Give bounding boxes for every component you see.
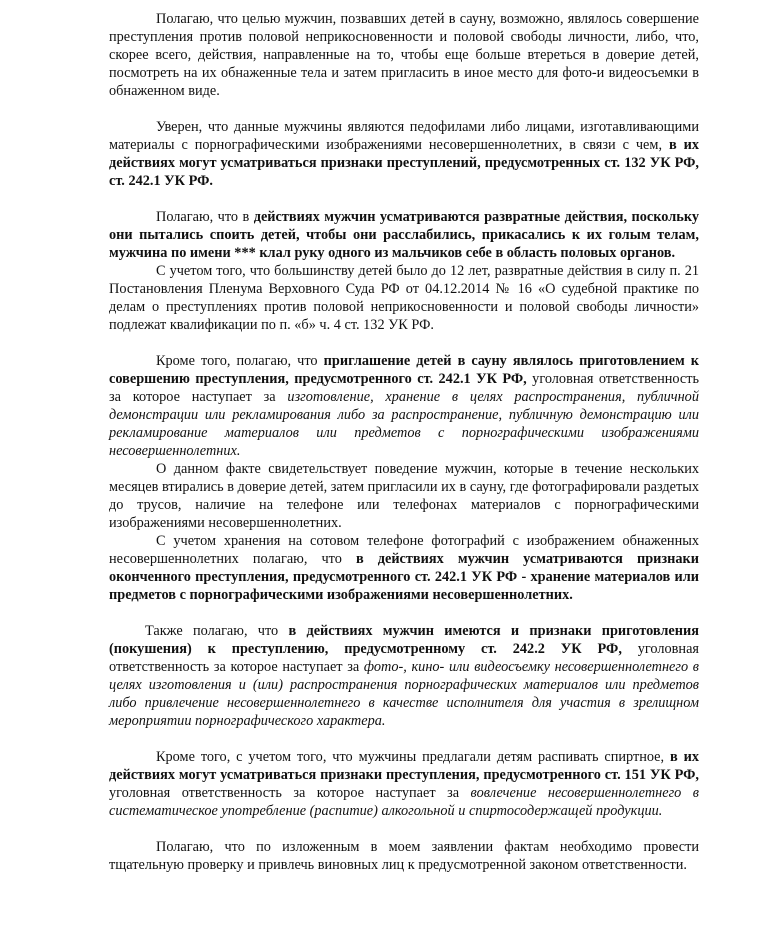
- paragraph-5: Кроме того, полагаю, что приглашение детей в сауну являлось приготовлением к совершению преступления, предусмотренного ст. 242.1 УК РФ, уголовная ответственность за которое наступает за изготовление, хранение в целях распространения, публичной демонстрации или рекламирования либо за распространение, публичную демонстрацию или рекламирование материалов или предметов с порнографическими изображениями несовершеннолетних.: [109, 353, 699, 459]
- paragraph-1: Полагаю, что целью мужчин, позвавших детей в сауну, возможно, являлось совершение преступления против половой неприкосновенности и половой свободы личности, либо, что, скорее всего, действия, направленные на то, чтобы еще больше втереться в доверие детей, посмотреть на их обнаженные тела и затем пригласить в иное место для фото-и видеосъемки в обнаженном виде.: [109, 11, 699, 99]
- paragraph-7: С учетом хранения на сотовом телефоне фотографий с изображением обнаженных несовершеннолетних полагаю, что в действиях мужчин усматриваются признаки оконченного преступления, предусмотренного ст. 242.1 УК РФ - хранение материалов или предметов с порнографическими изображениями несовершеннолетних.: [109, 533, 699, 603]
- paragraph-10: Полагаю, что по изложенным в моем заявлении фактам необходимо провести тщательную проверку и привлечь виновных лиц к предусмотренной законом ответственности.: [109, 839, 699, 873]
- bold-text: в действиях мужчин усматриваются признаки оконченного преступления, предусмотренного ст. 242.1 УК РФ - хранение материалов или предметов с порнографическими изображениями несовершеннолетних.: [109, 551, 699, 603]
- italic-text: фото-, кино- или видеосъемку несовершеннолетнего в целях изготовления и (или) распространения порнографических материалов или предметов либо привлечение несовершеннолетнего в качестве исполнителя для участия в зрелищном мероприятии порнографического характера.: [109, 659, 699, 729]
- italic-text: изготовление, хранение в целях распространения, публичной демонстрации или рекламирования либо за распространение, публичную демонстрацию или рекламирование материалов или предметов с порнографическими изображениями несовершеннолетних.: [109, 389, 699, 459]
- paragraph-3: Полагаю, что в действиях мужчин усматриваются развратные действия, поскольку они пытались споить детей, чтобы они расслабились, прикасались к их голым телам, мужчина по имени *** клал руку одного из мальчиков себе в область половых органов.: [109, 209, 700, 261]
- paragraph-4: С учетом того, что большинству детей было до 12 лет, развратные действия в силу п. 21 Постановления Пленума Верховного Суда РФ от 04.12.2014 № 16 «О судебной практике по делам о преступлениях против половой неприкосновенности и половой свободы личности» подлежат квалификации по п. «б» ч. 4 ст. 132 УК РФ.: [109, 263, 699, 333]
- document-page: [109, 10, 699, 874]
- bold-text: приглашение детей в сауну являлось приготовлением к совершению преступления, предусмотренного ст. 242.1 УК РФ,: [109, 353, 699, 387]
- bold-text: в действиях мужчин имеются и признаки приготовления (покушения) к преступлению, предусмотренному ст. 242.2 УК РФ,: [109, 623, 699, 657]
- paragraph-6: О данном факте свидетельствует поведение мужчин, которые в течение нескольких месяцев втирались в доверие детей, затем пригласили их в сауну, где фотографировали раздетых до трусов, наличие на телефоне или телефонах материалов с порнографическими изображениями несовершеннолетних.: [109, 461, 699, 531]
- paragraph-2: Уверен, что данные мужчины являются педофилами либо лицами, изготавливающими материалы с порнографическими изображениями несовершеннолетних, в связи с чем, в их действиях могут усматриваться признаки преступлений, предусмотренных ст. 132 УК РФ, ст. 242.1 УК РФ.: [109, 119, 699, 189]
- bold-text: в их действиях могут усматриваться признаки преступлений, предусмотренных ст. 132 УК РФ, ст. 242.1 УК РФ.: [109, 137, 699, 189]
- bold-text: в их действиях могут усматриваться признаки преступления, предусмотренного ст. 151 УК РФ,: [109, 749, 699, 783]
- bold-text: действиях мужчин усматриваются развратные действия, поскольку они пытались споить детей, чтобы они расслабились, прикасались к их голым телам, мужчина по имени *** клал руку одного из мальчиков себе в область половых органов.: [109, 209, 700, 261]
- italic-text: вовлечение несовершеннолетнего в систематическое употребление (распитие) алкогольной и спиртосодержащей продукции.: [109, 785, 700, 819]
- paragraph-9: Кроме того, с учетом того, что мужчины предлагали детям распивать спиртное, в их действиях могут усматриваться признаки преступления, предусмотренного ст. 151 УК РФ, уголовная ответственность за которое наступает за вовлечение несовершеннолетнего в систематическое употребление (распитие) алкогольной и спиртосодержащей продукции.: [109, 749, 700, 819]
- paragraph-8: Также полагаю, что в действиях мужчин имеются и признаки приготовления (покушения) к преступлению, предусмотренному ст. 242.2 УК РФ, уголовная ответственность за которое наступает за фото-, кино- или видеосъемку несовершеннолетнего в целях изготовления и (или) распространения порнографических материалов или предметов либо привлечение несовершеннолетнего в качестве исполнителя для участия в зрелищном мероприятии порнографического характера.: [109, 623, 699, 729]
